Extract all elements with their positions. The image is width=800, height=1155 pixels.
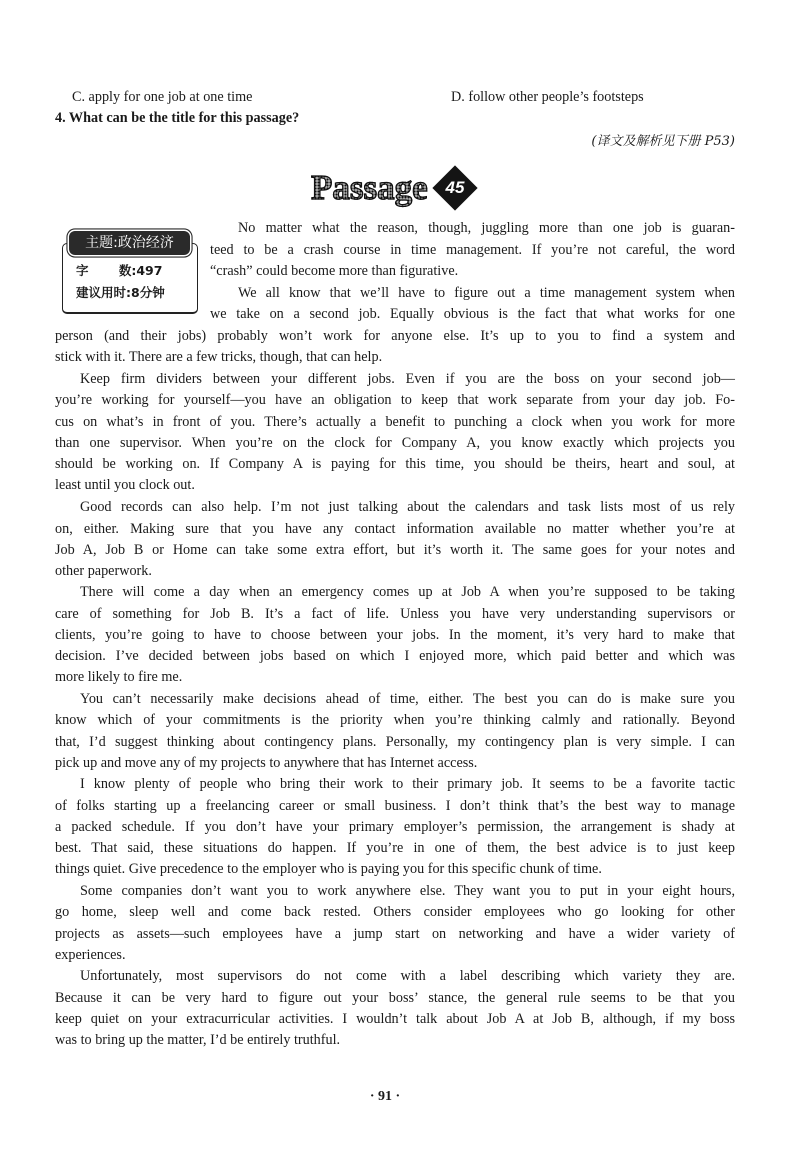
passage-line: than one supervisor. When you’re on the clock for Company A, you know exactly which projects you xyxy=(55,435,735,451)
option-c: C. apply for one job at one time xyxy=(72,89,253,105)
passage-line: We all know that we’ll have to figure out a time management system when xyxy=(238,285,735,301)
passage-line: You can’t necessarily make decisions ahead of time, either. The best you can do is make sure you xyxy=(80,691,735,707)
page-number: · 91 · xyxy=(369,1089,401,1104)
passage-line: best. That said, these situations do happen. If you’re in one of them, the best advice is to just keep xyxy=(55,840,735,856)
passage-line: clients, you’re going to have to choose between your jobs. In the moment, it’s very hard to make that xyxy=(55,627,735,643)
passage-line: Because it can be very hard to figure out your boss’ stance, the general rule seems to be that you xyxy=(55,990,735,1006)
passage-line: Unfortunately, most supervisors do not come with a label describing which variety they are. xyxy=(80,968,735,984)
passage-line: pick up and move any of my projects to anywhere that has Internet access. xyxy=(55,755,478,771)
passage-line: other paperwork. xyxy=(55,563,152,579)
passage-line: on, either. Making sure that you have any contact information available no matter whether you’re at xyxy=(55,521,735,537)
passage-line: person (and their jobs) probably won’t work for anyone else. It’s up to you to find a system and xyxy=(55,328,735,344)
passage-line: stick with it. There are a few tricks, though, that can help. xyxy=(55,349,383,365)
passage-line: should be working on. If Company A is paying for this time, you should be theirs, heart and soul, at xyxy=(55,456,735,472)
option-d: D. follow other people’s footsteps xyxy=(451,89,644,105)
translation-note: (译文及解析见下册 P53) xyxy=(591,134,735,149)
question-4: 4. What can be the title for this passage? xyxy=(55,110,300,126)
passage-line: things quiet. Give precedence to the employer who is paying you for this specific chunk of time. xyxy=(55,861,602,877)
passage-line: that, I’d suggest thinking about contingency plans. Personally, my contingency plan is very simple. I can xyxy=(55,734,735,750)
passage-line: go home, sleep well and come back rested. Others consider employees who go looking for other xyxy=(55,904,735,920)
passage-line: There will come a day when an emergency comes up at Job A when you’re supposed to be taking xyxy=(80,584,735,600)
passage-line: I know plenty of people who bring their work to their primary job. It seems to be a favorite tactic xyxy=(80,776,735,792)
passage-line: No matter what the reason, though, juggling more than one job is guaran- xyxy=(238,220,735,236)
passage-line: experiences. xyxy=(55,947,126,963)
passage-line: Keep firm dividers between your different jobs. Even if you are the boss on your second job— xyxy=(80,371,735,387)
passage-line: least until you clock out. xyxy=(55,477,195,493)
passage-line: know which of your commitments is the priority when you’re thinking calmly and rationally. Beyond xyxy=(55,712,735,728)
passage-title: Passage xyxy=(311,166,428,210)
passage-line: projects as assets—such employees have a jump start on networking and have a wider variety of xyxy=(55,926,735,942)
passage-number: 45 xyxy=(445,178,465,197)
passage-line: more likely to fire me. xyxy=(55,669,183,685)
passage-line: we take on a second job. Equally obvious is the fact that what works for one xyxy=(210,306,735,322)
passage-line: cus on what’s in front of you. There’s actually a benefit to punching a clock when you work for more xyxy=(55,414,735,430)
passage-line: a packed schedule. If you don’t have your primary employer’s permission, the arrangement is shady at xyxy=(55,819,735,835)
passage-line: teed to be a crash course in time management. If you’re not careful, the word xyxy=(210,242,735,258)
passage-line: of folks starting up a freelancing career or small business. I don’t think that’s the best way to manage xyxy=(55,798,735,814)
suggested-time: 建议用时:8分钟 xyxy=(76,285,165,300)
passage-line: you’re working for yourself—you have an obligation to keep that work separate from your day job. Fo- xyxy=(55,392,735,408)
passage-line: Some companies don’t want you to work anywhere else. They want you to put in your eight hours, xyxy=(80,883,735,899)
passage-line: “crash” could become more than figurative. xyxy=(210,263,459,279)
passage-line: keep quiet on your extracurricular activities. I wouldn’t talk about Job A at Job B, although, if my boss xyxy=(55,1011,735,1027)
passage-line: decision. I’ve decided between jobs based on which I enjoyed more, which paid better and which was xyxy=(55,648,735,664)
passage-line: Good records can also help. I’m not just talking about the calendars and task lists most of us rely xyxy=(80,499,735,515)
topic-label: 主题:政治经济 xyxy=(69,231,190,255)
passage-line: Job A, Job B or Home can take some extra effort, but it’s worth it. The same goes for your notes and xyxy=(55,542,735,558)
passage-line: was to bring up the matter, I’d be entirely truthful. xyxy=(55,1032,341,1048)
passage-line: care of something for Job B. It’s a fact of life. Unless you have very understanding supervisors or xyxy=(55,606,735,622)
word-count: 字 数:497 xyxy=(76,263,163,278)
